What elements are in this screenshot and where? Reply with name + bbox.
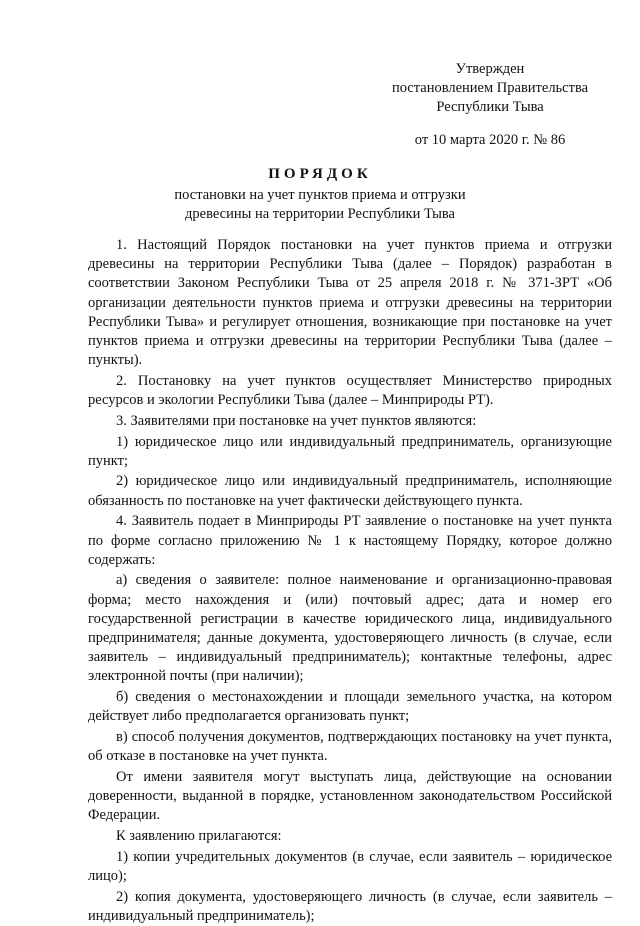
paragraph-representatives: От имени заявителя могут выступать лица, действующие на основании доверенности, выданной в порядке, установленном законодательством Российской Федерации. (88, 768, 612, 824)
paragraph-4-item-b: б) сведения о местонахождении и площади земельного участка, на котором действует либо предполагается организовать пункт; (88, 689, 612, 725)
paragraph-2-authority: 2. Постановку на учет пунктов осуществляет Министерство природных ресурсов и экологии Республики Тыва (далее – Минприроды РТ). (88, 372, 612, 409)
document-subtitle (0, 186, 640, 224)
approval-date: от 10 марта 2020 г. № 86 (414, 132, 566, 148)
paragraph-3-applicants: 3. Заявителями при постановке на учет пунктов являются: (116, 412, 477, 429)
paragraph-3-item-1: 1) юридическое лицо или индивидуальный предприниматель, организующие пункт; (88, 433, 612, 469)
approval-line-resolution: постановлением Правительства (391, 80, 589, 96)
paragraph-attachments: К заявлению прилагаются: (116, 828, 282, 845)
paragraph-4-item-a: а) сведения о заявителе: полное наименование и организационно-правовая форма; место нахождения и (или) почтовый адрес; дата и номер его государственной регистрации в качестве юридического лица, индивидуального предпринимателя; данные документа, удостоверяющего личность (в случае, если заявитель – индивидуальный предприниматель); контактные телефоны, адрес электронной почты (при наличии); (88, 572, 612, 685)
paragraph-3-item-2: 2) юридическое лицо или индивидуальный предприниматель, исполняющие обязанность по постановке на учет фактически действующего пункта. (88, 473, 612, 509)
approval-stamp (370, 60, 610, 150)
document-body (88, 236, 612, 926)
subtitle-line-2: древесины на территории Республики Тыва (185, 206, 455, 222)
attachment-item-2: 2) копия документа, удостоверяющего личность (в случае, если заявитель – индивидуальный предприниматель); (88, 888, 612, 924)
approval-line-approved: Утвержден (455, 61, 525, 77)
document-title: ПОРЯДОК (268, 166, 372, 182)
paragraph-4-item-v: в) способ получения документов, подтверждающих постановку на учет пункта, об отказе в постановке на учет пункта. (88, 729, 612, 765)
paragraph-4-application: 4. Заявитель подает в Минприроды РТ заявление о постановке на учет пункта по форме согласно приложению № 1 к настоящему Порядку, которое должно содержать: (88, 513, 612, 568)
paragraph-1-purpose: 1. Настоящий Порядок постановки на учет пунктов приема и отгрузки древесины на территории Республики Тыва (далее – Порядок) разработан в соответствии Законом Республики Тыва от 25 апреля 2018 г. № 371-ЗРТ «Об организации деятельности пунктов приема и отгрузки древесины на территории Республики Тыва» и регулирует отношения, возникающие при постановке на учет пунктов приема и отгрузки древесины на территории Республики Тыва (далее – пункты). (88, 237, 612, 369)
attachment-item-1: 1) копии учредительных документов (в случае, если заявитель – юридическое лицо); (88, 848, 612, 884)
subtitle-line-1: постановки на учет пунктов приема и отгрузки (174, 187, 466, 203)
approval-line-republic: Республики Тыва (436, 99, 544, 115)
